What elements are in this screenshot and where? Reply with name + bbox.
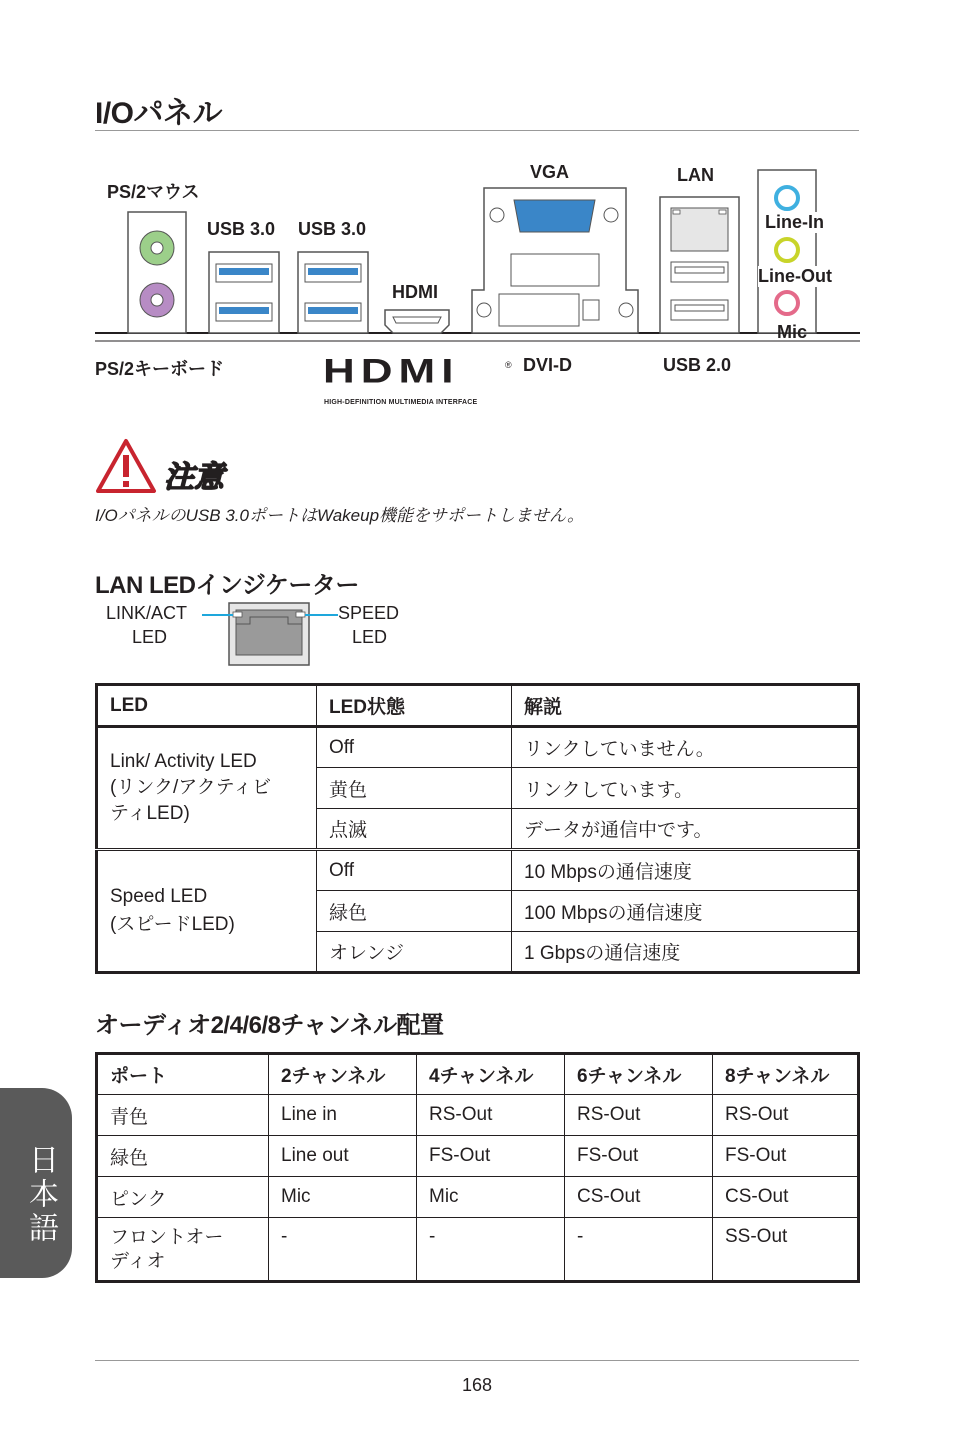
audio-header-2ch: 2チャンネル (269, 1054, 417, 1095)
caution-title: 注意 (164, 461, 224, 494)
usb30-label-1: USB 3.0 (207, 219, 276, 239)
table-cell: リンクしていません。 (512, 727, 859, 768)
io-panel-svg (95, 160, 860, 350)
usb30-ports-icon (209, 252, 368, 333)
table-cell: Off (317, 850, 512, 891)
hdmi-logo (323, 352, 513, 410)
table-cell: RS-Out (713, 1095, 859, 1136)
link-act-label-line2: LED (132, 627, 168, 647)
table-cell: CS-Out (713, 1177, 859, 1218)
led-table (95, 683, 860, 974)
ps2-port-icon (128, 212, 186, 333)
table-cell: Mic (417, 1177, 565, 1218)
page-number: 168 (461, 1375, 493, 1395)
speed-led-cell: Speed LED (スピードLED) (97, 850, 317, 973)
table-cell: ピンク (97, 1177, 269, 1218)
table-row (97, 1177, 859, 1218)
table-cell: RS-Out (565, 1095, 713, 1136)
table-cell: 黄色 (317, 768, 512, 809)
table-cell: CS-Out (565, 1177, 713, 1218)
vga-dvi-port-icon (472, 188, 638, 333)
page-title: I/Oパネル (95, 97, 223, 130)
table-cell: 緑色 (317, 891, 512, 932)
table-cell: データが通信中です。 (512, 809, 859, 850)
table-row (97, 1136, 859, 1177)
lan-led-heading: LAN LEDインジケーター (95, 572, 359, 599)
link-act-label-line1: LINK/ACT (106, 603, 188, 623)
table-cell: 点滅 (317, 809, 512, 850)
led-table-header (97, 685, 859, 727)
table-cell: 緑色 (97, 1136, 269, 1177)
table-cell: - (269, 1218, 417, 1282)
audio-table-header (97, 1054, 859, 1095)
table-cell: FS-Out (417, 1136, 565, 1177)
table-cell: 10 Mbpsの通信速度 (512, 850, 859, 891)
table-cell: 100 Mbpsの通信速度 (512, 891, 859, 932)
hdmi-logo-mark: ® (505, 360, 512, 370)
table-cell: - (417, 1218, 565, 1282)
usb20-label: USB 2.0 (663, 355, 732, 375)
table-cell: FS-Out (565, 1136, 713, 1177)
table-cell: オレンジ (317, 932, 512, 973)
usb30-label-2: USB 3.0 (298, 219, 367, 239)
link-activity-led-cell: Link/ Activity LED (リンク/アクティビ ティLED) (97, 727, 317, 850)
hdmi-label: HDMI (392, 282, 438, 302)
dvi-d-label: DVI-D (523, 355, 572, 375)
footer-rule (95, 1360, 859, 1361)
line-in-label: Line-In (765, 212, 824, 232)
table-cell: Mic (269, 1177, 417, 1218)
lan-usb20-port-icon (660, 197, 739, 333)
table-cell: RS-Out (417, 1095, 565, 1136)
speed-label-line1: SPEED (338, 603, 400, 623)
lan-port-led-icon (200, 600, 345, 668)
audio-header-4ch: 4チャンネル (417, 1054, 565, 1095)
table-row (97, 1095, 859, 1136)
table-cell: Line out (269, 1136, 417, 1177)
led-header-desc: 解説 (512, 685, 859, 727)
led-header-led: LED (97, 685, 317, 727)
line-out-label: Line-Out (758, 266, 832, 286)
table-cell: FS-Out (713, 1136, 859, 1177)
table-cell: 1 Gbpsの通信速度 (512, 932, 859, 973)
title-rule (95, 130, 859, 131)
table-cell: リンクしています。 (512, 768, 859, 809)
audio-header-6ch: 6チャンネル (565, 1054, 713, 1095)
audio-header-8ch: 8チャンネル (713, 1054, 859, 1095)
table-row (97, 850, 859, 891)
lan-label: LAN (677, 165, 714, 185)
language-side-tab-label: 日本語 (24, 1144, 57, 1246)
table-cell: フロントオー ディオ (97, 1218, 269, 1282)
speed-label-line2: LED (352, 627, 388, 647)
mic-label: Mic (777, 322, 808, 342)
io-panel-diagram (95, 160, 860, 350)
hdmi-port-icon (385, 310, 449, 333)
ps2-keyboard-label: PS/2キーボード (95, 359, 225, 379)
vga-label: VGA (530, 162, 570, 182)
audio-heading: オーディオ2/4/6/8チャンネル配置 (95, 1012, 444, 1039)
hdmi-logo-tagline: HIGH-DEFINITION MULTIMEDIA INTERFACE (324, 399, 478, 406)
table-row (97, 1218, 859, 1282)
caution-text: I/OパネルのUSB 3.0ポートはWakeup機能をサポートしません。 (95, 506, 585, 525)
ps2-mouse-label: PS/2マウス (107, 182, 200, 202)
table-cell: - (565, 1218, 713, 1282)
language-side-tab (0, 1088, 72, 1278)
table-row (97, 727, 859, 768)
audio-jacks-icon (758, 170, 816, 333)
caution-warning-icon (95, 438, 157, 494)
led-header-state: LED状態 (317, 685, 512, 727)
audio-table (95, 1052, 860, 1283)
hdmi-logo-word: HDMI (323, 352, 460, 391)
table-cell: Off (317, 727, 512, 768)
table-cell: 青色 (97, 1095, 269, 1136)
table-cell: Line in (269, 1095, 417, 1136)
table-cell: SS-Out (713, 1218, 859, 1282)
audio-header-port: ポート (97, 1054, 269, 1095)
